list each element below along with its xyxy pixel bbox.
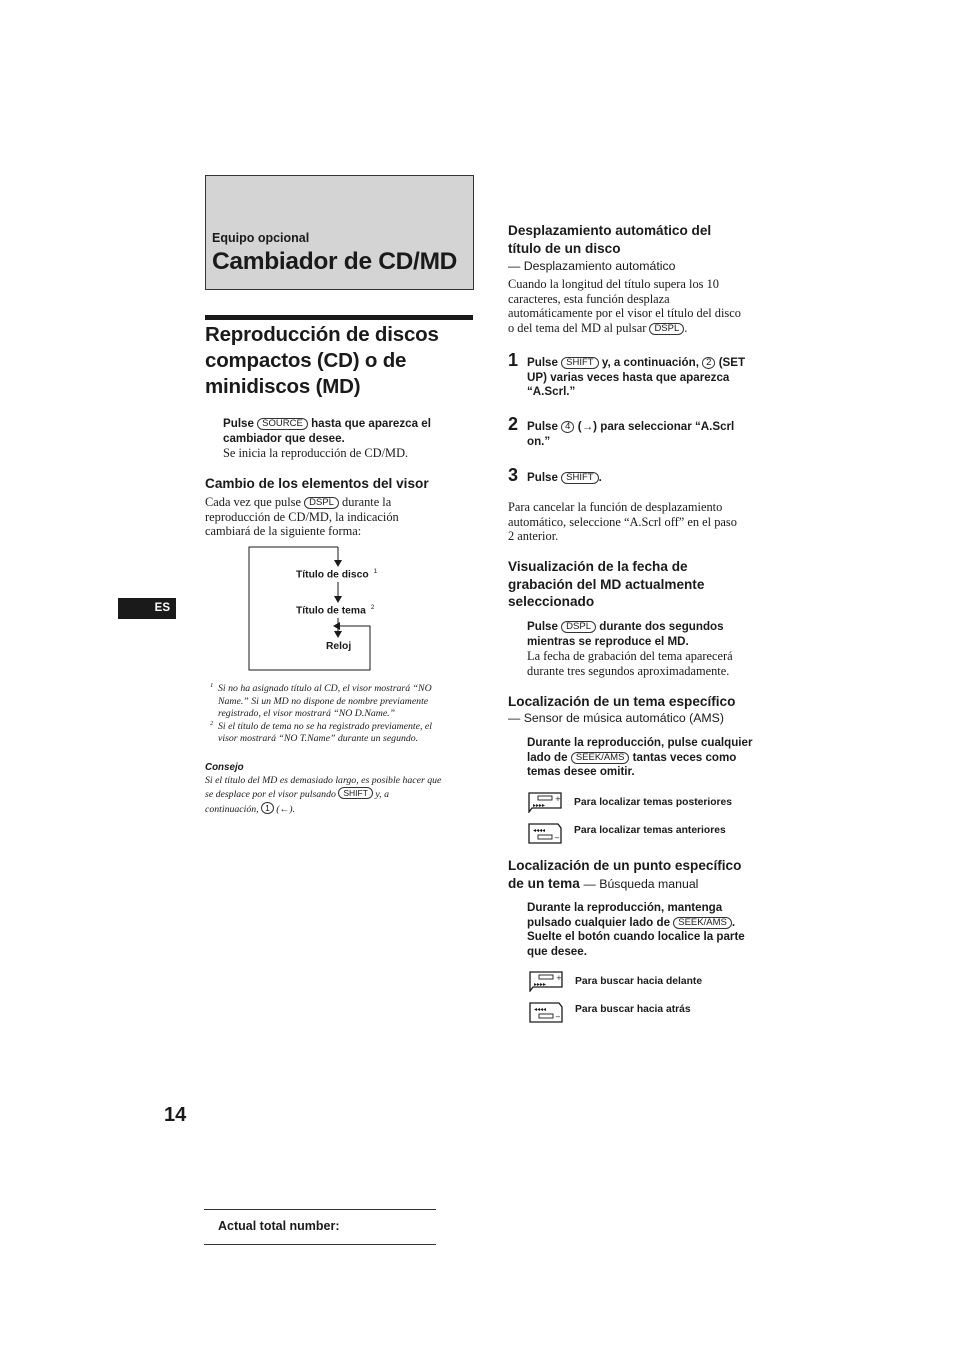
manual-search-instruction: Durante la reproducción, mantenga pulsado cualquier lado de SEEK/AMS . Suelte el botón cuando localice la parte que desee.: [527, 901, 745, 958]
svg-text:▸▸▸▸: ▸▸▸▸: [533, 802, 546, 809]
date-heading: Visualización de la fecha de grabación del MD actualmente seleccionado: [508, 559, 705, 609]
svg-text:▸▸▸▸: ▸▸▸▸: [534, 981, 547, 988]
step-3-text: Pulse SHIFT .: [527, 471, 602, 484]
seek-ams-key: SEEK/AMS: [673, 917, 732, 929]
svg-text:◂◂◂◂: ◂◂◂◂: [534, 1006, 547, 1013]
autoscroll-description: Cuando la longitud del título supera los 10 caracteres, esta función desplaza automáticamente por el visor el título del disco o del tema del MD al pulsar DSPL .: [508, 277, 741, 335]
seek-forward-button-icon: [529, 971, 563, 992]
ams-instruction: Durante la reproducción, pulse cualquier lado de SEEK/AMS tantas veces como temas desee omitir.: [527, 736, 753, 779]
autoscroll-subheading: — Desplazamiento automático: [508, 259, 676, 273]
seek-back-button-icon: [529, 1002, 563, 1023]
diagram-item-clock: Reloj: [326, 641, 352, 652]
step-1-text: Pulse SHIFT y, a continuación, 2 (SET UP) varias veces hasta que aparezca “A.Scrl.”: [527, 356, 746, 399]
ams-option-back: Para localizar temas anteriores: [574, 825, 726, 836]
diagram-item-track-title: Título de tema $^2$: [296, 604, 375, 617]
svg-text:◂◂◂◂: ◂◂◂◂: [533, 827, 546, 834]
arrow-down-icon: [334, 631, 342, 638]
svg-text:+: +: [555, 795, 561, 803]
diagram-item-disc-title: Título de disco $^1$: [296, 568, 378, 581]
footer-box: [204, 1209, 436, 1245]
arrow-down-icon: [334, 596, 342, 603]
svg-text:+: +: [556, 974, 562, 982]
ams-option-forward: Para localizar temas posteriores: [574, 797, 732, 808]
shift-key: SHIFT: [338, 787, 373, 799]
svg-text:−: −: [554, 834, 560, 842]
manual-option-forward: Para buscar hacia delante: [575, 976, 703, 987]
play-instruction: Pulse SOURCE hasta que aparezca el cambiador que desee. Se inicia la reproducción de CD/MD.: [223, 417, 431, 461]
step-3-number: 3: [508, 465, 519, 485]
date-instruction: Pulse DSPL durante dos segundos mientras se reproduce el MD. La fecha de grabación del tema aparecerá durante tres segundos aproximadamente.: [527, 620, 733, 678]
key-1: 1: [261, 802, 274, 814]
display-description: Cada vez que pulse DSPL durante la reproducción de CD/MD, la indicación cambiará de la siguiente forma:: [205, 495, 399, 538]
ams-subheading: — Sensor de música automático (AMS): [508, 711, 724, 725]
manual-search-heading: Localización de un punto específico de un tema — Búsqueda manual: [508, 858, 742, 891]
heading-rule: [205, 315, 473, 320]
footnotes: 1 Si no ha asignado título al CD, el visor mostrará “NO Name.” Si un MD no dispone de nombre previamente registrado, el visor mostrará “NO D.Name.” 2 Si el título de tema no se ha registrado previamente, el visor mostrará “NO T.Name” durante un segundo.: [210, 682, 432, 744]
page-title: Cambiador de CD/MD: [212, 248, 458, 275]
shift-key: SHIFT: [561, 472, 598, 484]
seek-back-button-icon: [528, 823, 562, 844]
main-heading: Reproducción de discos compactos (CD) o de minidiscos (MD): [205, 323, 439, 398]
dspl-key: DSPL: [304, 497, 339, 509]
manual-option-back: Para buscar hacia atrás: [575, 1004, 691, 1015]
tip-block: Consejo Si el título del MD es demasiado largo, es posible hacer que se desplace por el visor pulsando SHIFT y, a continuación, 1 (←).: [205, 762, 442, 815]
key-4: 4: [561, 421, 574, 433]
shift-key: SHIFT: [561, 357, 598, 369]
key-2: 2: [702, 357, 715, 369]
arrow-down-icon: [334, 560, 342, 567]
header-box: [205, 175, 474, 290]
ams-heading: Localización de un tema específico: [508, 694, 736, 709]
step-1-number: 1: [508, 350, 519, 370]
seek-ams-key: SEEK/AMS: [571, 752, 630, 764]
autoscroll-heading: Desplazamiento automático del título de un disco: [508, 223, 712, 256]
language-tab: ES: [118, 598, 176, 619]
autoscroll-cancel-note: Para cancelar la función de desplazamiento automático, seleccione “A.Scrl off” en el paso 2 anterior.: [508, 500, 737, 543]
dspl-key: DSPL: [561, 621, 596, 633]
step-2-text: Pulse 4 (→) para seleccionar “A.Scrl on.”: [527, 420, 735, 448]
footer-label: Actual total number:: [218, 1219, 340, 1233]
page-number: 14: [164, 1104, 187, 1126]
arrow-left-icon: [333, 622, 340, 630]
source-key: SOURCE: [257, 418, 308, 430]
dspl-key: DSPL: [649, 323, 684, 335]
section-label: Equipo opcional: [212, 231, 310, 245]
seek-forward-button-icon: [528, 792, 562, 813]
display-heading: Cambio de los elementos del visor: [205, 476, 429, 491]
svg-text:−: −: [555, 1013, 561, 1021]
step-2-number: 2: [508, 414, 519, 434]
